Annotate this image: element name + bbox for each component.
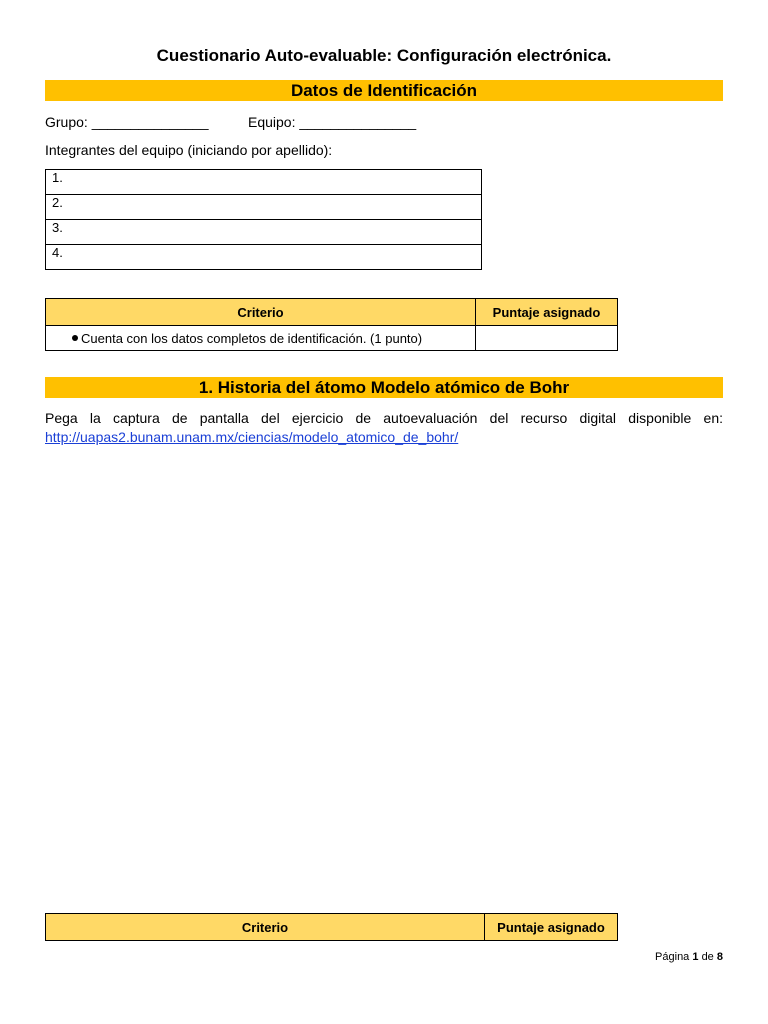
criteria-header-row (46, 914, 618, 941)
total-pages: 8 (716, 951, 723, 963)
member-row (46, 195, 482, 220)
equipo-field: Equipo: _______________ (248, 114, 417, 130)
criterio-cell (46, 326, 476, 351)
section-heading-bohr: 1. Historia del átomo Modelo atómico de Bohr (45, 377, 723, 398)
member-cell[interactable]: 3. (46, 220, 482, 245)
criterio-header: Criterio (46, 914, 485, 941)
puntaje-header: Puntaje asignado (476, 299, 618, 326)
member-row (46, 220, 482, 245)
resource-link[interactable]: http://uapas2.bunam.unam.mx/ciencias/modelo_atomico_de_bohr/ (45, 429, 459, 445)
member-row (46, 170, 482, 195)
current-page: 1 (692, 951, 699, 963)
de-label: de (701, 951, 714, 963)
integrantes-label: Integrantes del equipo (iniciando por apellido): (45, 142, 333, 158)
bullet-icon (72, 335, 78, 341)
member-cell[interactable]: 4. (46, 245, 482, 270)
document-title: Cuestionario Auto-evaluable: Configuración electrónica. (156, 46, 612, 65)
criteria-table-identificacion (45, 298, 618, 351)
members-table (45, 169, 482, 270)
criteria-row (46, 326, 618, 351)
criteria-table-bohr (45, 913, 618, 941)
member-row (46, 245, 482, 270)
page-number (655, 951, 723, 963)
puntaje-header: Puntaje asignado (485, 914, 618, 941)
instruction-text: Pega la captura de pantalla del ejercicio de autoevaluación del recurso digital disponible en: (45, 410, 723, 426)
criterio-text: Cuenta con los datos completos de identificación. (1 punto) (81, 330, 423, 346)
grupo-field: Grupo: _______________ (45, 114, 209, 130)
puntaje-cell[interactable] (476, 326, 618, 351)
member-cell[interactable]: 1. (46, 170, 482, 195)
criterio-header: Criterio (46, 299, 476, 326)
section-heading-identificacion: Datos de Identificación (45, 80, 723, 101)
member-cell[interactable]: 2. (46, 195, 482, 220)
pagina-label: Página (655, 951, 690, 963)
criteria-header-row (46, 299, 618, 326)
